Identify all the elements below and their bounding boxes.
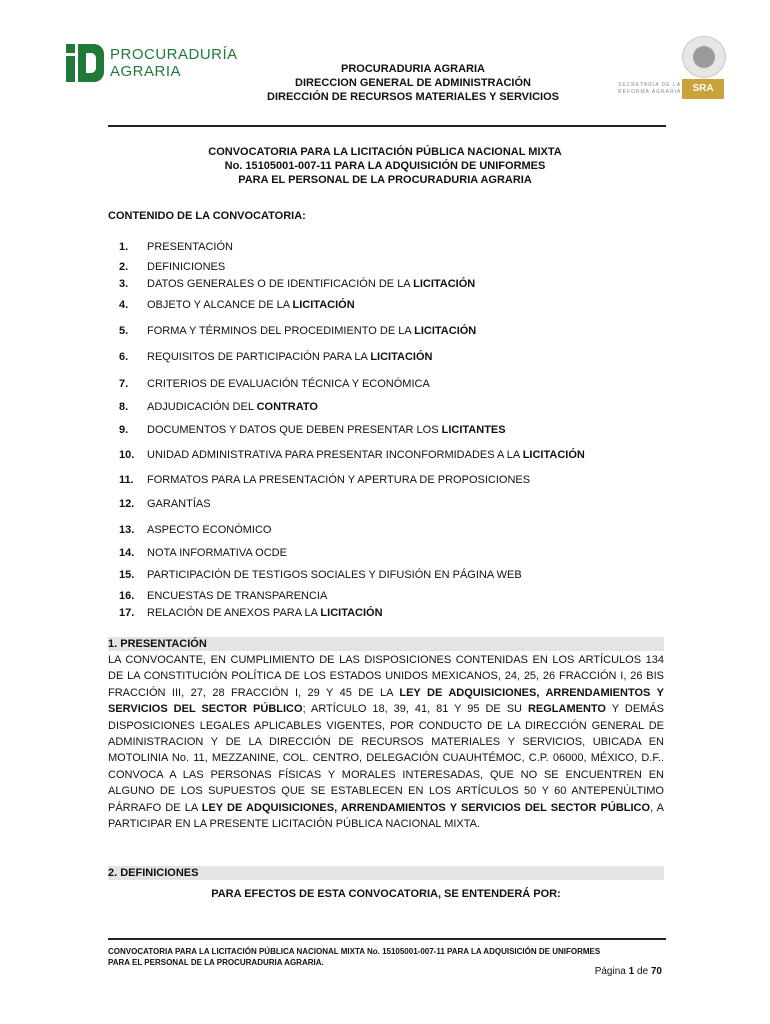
toc-item-text bbox=[147, 569, 522, 581]
toc-item-number: 17. bbox=[119, 607, 135, 619]
para-text-1: LA CONVOCANTE, EN CUMPLIMIENTO DE LAS DISPOSICIONES CONTENIDAS EN LOS ARTÍCULOS 134 DE LA CONSTITUCIÓN POLÍTICA DE LOS ESTADOS UNIDOS MEXICANOS, 24, 25, 26 FRACCIÓN I, 26 BIS FRACCIÓN III, 27, 28 FRACCIÓN I, 29 Y 45 DE LA bbox=[108, 654, 664, 699]
toc-item-text bbox=[147, 474, 530, 486]
footer-line-1: CONVOCATORIA PARA LA LICITACIÓN PÚBLICA NACIONAL MIXTA No. 15105001-007-11 PARA LA ADQUISICIÓN DE UNIFORMES bbox=[108, 947, 601, 956]
toc-item-text bbox=[147, 607, 383, 619]
toc-item-label: CRITERIOS DE EVALUACIÓN TÉCNICA Y ECONÓMICA bbox=[147, 378, 430, 390]
toc-item-text bbox=[147, 449, 585, 461]
toc-item-label: ASPECTO ECONÓMICO bbox=[147, 524, 272, 536]
section-2-heading-text: 2. DEFINICIONES bbox=[108, 867, 199, 879]
toc-item-number: 7. bbox=[119, 378, 129, 390]
logo-line-2: AGRARIA bbox=[110, 63, 182, 80]
sra-badge: SRA bbox=[682, 79, 724, 99]
toc-item-text bbox=[147, 378, 430, 390]
section-1-heading bbox=[108, 637, 664, 651]
toc-item-number: 12. bbox=[119, 498, 135, 510]
document-title bbox=[130, 145, 640, 187]
toc-item-label: GARANTÍAS bbox=[147, 498, 211, 510]
para-bold-3: LEY DE ADQUISICIONES, ARRENDAMIENTOS Y SERVICIOS DEL SECTOR PÚBLICO bbox=[201, 801, 651, 814]
toc-item-bold: LICITACIÓN bbox=[414, 325, 477, 337]
toc-item-text bbox=[147, 278, 475, 290]
page-current: 1 bbox=[628, 966, 635, 977]
toc-item-label: FORMA Y TÉRMINOS DEL PROCEDIMIENTO DE LA bbox=[147, 325, 415, 337]
procuraduria-logo bbox=[66, 44, 238, 84]
section-2-heading bbox=[108, 866, 664, 880]
para-text-3: Y DEMÁS DISPOSICIONES LEGALES APLICABLES VIGENTES, POR CONDUCTO DE LA DIRECCIÓN GENERAL DE ADMINISTRACION Y DE LA DIRECCIÓN DE RECURSOS MATERIALES Y SERVICIOS, UBICADA EN MOTOLINIA No. 11, MEZZANINE, COL. CENTRO, DELEGACIÓN CUAUHTÉMOC, C.P. 06000, MÉXICO, D.F.. CONVOCA A LAS PERSONAS FÍSICAS Y MORALES INTERESADAS, QUE NO SE ENCUENTREN EN ALGUNO DE LOS SUPUESTOS QUE SE ESTABLECEN EN LOS ARTÍCULOS 50 Y 60 ANTEPENÚLTIMO PÁRRAFO DE LA bbox=[108, 703, 664, 814]
section-1-paragraph bbox=[108, 652, 664, 832]
toc-item-text bbox=[147, 424, 506, 436]
toc-item-number: 13. bbox=[119, 524, 135, 536]
toc-item-number: 15. bbox=[119, 569, 135, 581]
header-line-1: PROCURADURIA AGRARIA bbox=[340, 63, 485, 75]
toc-item-bold: LICITACIÓN bbox=[413, 278, 476, 290]
toc-item-label: NOTA INFORMATIVA OCDE bbox=[147, 547, 287, 559]
toc-item-label: PRESENTACIÓN bbox=[147, 241, 233, 253]
secretaria-text bbox=[618, 82, 681, 96]
toc-item-text bbox=[147, 401, 318, 413]
title-line-2: No. 15105001-007-11 PARA LA ADQUISICIÓN DE UNIFORMES bbox=[224, 160, 546, 172]
contents-heading: CONTENIDO DE LA CONVOCATORIA: bbox=[108, 210, 306, 222]
toc-item-label: DOCUMENTOS Y DATOS QUE DEBEN PRESENTAR LOS bbox=[147, 424, 442, 436]
toc-item-number: 8. bbox=[119, 401, 129, 413]
toc-item-text bbox=[147, 241, 233, 253]
header-divider bbox=[108, 125, 666, 127]
toc-item-text bbox=[147, 590, 327, 602]
definitions-intro: PARA EFECTOS DE ESTA CONVOCATORIA, SE ENTENDERÁ POR: bbox=[211, 888, 561, 900]
procuraduria-logo-mark-icon bbox=[66, 44, 104, 82]
toc-item-bold: LICITACIÓN bbox=[320, 607, 383, 619]
page-number bbox=[500, 966, 662, 977]
title-line-3: PARA EL PERSONAL DE LA PROCURADURIA AGRARIA bbox=[238, 174, 532, 186]
toc-item-number: 16. bbox=[119, 590, 135, 602]
toc-item-text bbox=[147, 547, 287, 559]
toc-item-label: OBJETO Y ALCANCE DE LA bbox=[147, 299, 293, 311]
toc-item-text bbox=[147, 351, 432, 363]
page-total: 70 bbox=[650, 966, 662, 977]
section-1-heading-text: 1. PRESENTACIÓN bbox=[108, 638, 207, 650]
toc-item-number: 11. bbox=[119, 474, 134, 486]
toc-item-label: DATOS GENERALES O DE IDENTIFICACIÓN DE LA bbox=[147, 278, 414, 290]
toc-item-label: PARTICIPACIÓN DE TESTIGOS SOCIALES Y DIFUSIÓN EN PÁGINA WEB bbox=[147, 569, 522, 581]
toc-item-label: REQUISITOS DE PARTICIPACIÓN PARA LA bbox=[147, 351, 371, 363]
footer-text bbox=[108, 946, 664, 968]
page-label: Página bbox=[594, 966, 629, 977]
toc-item-label: FORMATOS PARA LA PRESENTACIÓN Y APERTURA DE PROPOSICIONES bbox=[147, 474, 531, 486]
header-line-2: DIRECCION GENERAL DE ADMINISTRACIÓN bbox=[295, 77, 531, 89]
para-bold-1: LEY DE ADQUISICIONES, ARRENDAMIENTOS Y SERVICIOS DEL SECTOR PÚBLICO bbox=[108, 686, 664, 716]
toc-item-number: 10. bbox=[119, 449, 135, 461]
toc-item-bold: LICITACIÓN bbox=[292, 299, 355, 311]
toc-item-number: 5. bbox=[119, 325, 129, 337]
para-bold-2: REGLAMENTO bbox=[527, 703, 606, 716]
para-text-2: ; ARTÍCULO 18, 39, 41, 81 Y 95 DE SU bbox=[302, 703, 528, 716]
header-line-3: DIRECCIÓN DE RECURSOS MATERIALES Y SERVICIOS bbox=[267, 91, 559, 103]
toc-item-number: 9. bbox=[119, 424, 129, 436]
toc-item-label: ENCUESTAS DE TRANSPARENCIA bbox=[147, 590, 328, 602]
toc-item-label: ADJUDICACIÓN DEL bbox=[147, 401, 257, 413]
secretaria-line-2: REFORMA AGRARIA bbox=[618, 89, 682, 95]
toc-item-label: RELACIÓN DE ANEXOS PARA LA bbox=[147, 607, 321, 619]
title-line-1: CONVOCATORIA PARA LA LICITACIÓN PÚBLICA NACIONAL MIXTA bbox=[208, 146, 562, 158]
document-header bbox=[200, 62, 626, 104]
toc-item-bold: LICITACIÓN bbox=[522, 449, 585, 461]
toc-item-bold: LICITACIÓN bbox=[370, 351, 433, 363]
toc-item-label: UNIDAD ADMINISTRATIVA PARA PRESENTAR INCONFORMIDADES A LA bbox=[147, 449, 523, 461]
toc-item-number: 3. bbox=[119, 278, 129, 290]
toc-item-number: 1. bbox=[119, 241, 129, 253]
toc-item-bold: CONTRATO bbox=[256, 401, 318, 413]
sra-logo bbox=[618, 36, 730, 100]
toc-item-bold: LICITANTES bbox=[441, 424, 506, 436]
toc-item-text bbox=[147, 261, 225, 273]
toc-item-text bbox=[147, 498, 211, 510]
national-seal-icon bbox=[682, 36, 726, 78]
footer-divider bbox=[108, 938, 666, 940]
para-text-4: , A PARTICIPAR EN LA PRESENTE LICITACIÓN PÚBLICA NACIONAL MIXTA. bbox=[108, 801, 664, 831]
toc-item-number: 4. bbox=[119, 299, 129, 311]
toc-item-text bbox=[147, 524, 271, 536]
toc-item-text bbox=[147, 325, 476, 337]
secretaria-line-1: SECRETARÍA DE LA bbox=[618, 82, 682, 88]
page-of: de bbox=[634, 966, 651, 977]
toc-item-text bbox=[147, 299, 355, 311]
footer-line-2: PARA EL PERSONAL DE LA PROCURADURIA AGRARIA. bbox=[108, 958, 324, 967]
toc-item-number: 6. bbox=[119, 351, 129, 363]
toc-item-number: 14. bbox=[119, 547, 135, 559]
toc-item-number: 2. bbox=[119, 261, 129, 273]
toc-item-label: DEFINICIONES bbox=[147, 261, 226, 273]
logo-line-1: PROCURADURÍA bbox=[110, 46, 238, 63]
